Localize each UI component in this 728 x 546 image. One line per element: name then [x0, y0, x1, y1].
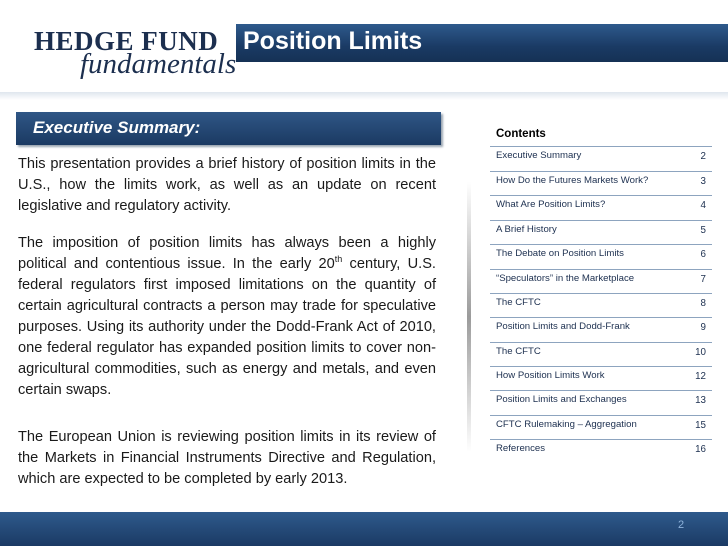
footer-bar [0, 512, 728, 546]
summary-paragraph-3: The European Union is reviewing position limits in its review of the Markets in Financial Instruments Directive and Regulation, which are expected to be completed by early 2013. [18, 429, 436, 487]
toc-page: 8 [700, 298, 706, 309]
toc-row[interactable] [490, 293, 712, 314]
toc-row[interactable] [490, 390, 712, 411]
toc-label[interactable]: How Position Limits Work [496, 370, 605, 381]
toc-row[interactable] [490, 317, 712, 338]
toc-label[interactable]: The Debate on Position Limits [496, 248, 624, 259]
toc-page: 10 [695, 347, 706, 358]
toc-row[interactable] [490, 220, 712, 241]
toc-label[interactable]: Executive Summary [496, 150, 582, 161]
toc-row[interactable] [490, 195, 712, 216]
toc-row[interactable] [490, 366, 712, 387]
summary-paragraph-2-end: century, U.S. federal regulators first imposed limitations on the quantity of certain agricultural contracts a person may trade for speculative purposes. Using its authority under the Dodd-Frank Act of 2010, one federal regulator has expanded position limits to cover non-agricultural commodities, such as energy and metals, and even certain swaps. [18, 256, 436, 398]
superscript-th: th [334, 254, 343, 265]
header-divider [0, 92, 728, 100]
contents-heading: Contents [496, 128, 546, 140]
toc-label[interactable]: CFTC Rulemaking – Aggregation [496, 419, 637, 430]
logo-hedge-fund: HEDGE FUND [34, 26, 219, 56]
toc-label[interactable]: Position Limits and Exchanges [496, 394, 627, 405]
summary-heading: Executive Summary: [33, 118, 201, 137]
toc-row[interactable] [490, 415, 712, 436]
vertical-divider [467, 182, 471, 452]
toc-label[interactable]: “Speculators” in the Marketplace [496, 273, 635, 284]
toc-row[interactable] [490, 439, 712, 460]
toc-row[interactable] [490, 171, 712, 192]
toc-page: 15 [695, 420, 706, 431]
toc-label[interactable]: The CFTC [496, 346, 541, 357]
summary-paragraph-2-start: The imposition of position limits has always been a highly political and contentious issue. In the early 20 [18, 235, 436, 272]
toc-page: 6 [700, 249, 706, 260]
toc-page: 9 [700, 322, 706, 333]
toc-label[interactable]: What Are Position Limits? [496, 199, 606, 210]
toc-label[interactable]: Position Limits and Dodd-Frank [496, 321, 630, 332]
toc-label[interactable]: The CFTC [496, 297, 541, 308]
summary-paragraph-2 [18, 233, 436, 401]
toc-label[interactable]: A Brief History [496, 224, 557, 235]
toc-page: 5 [700, 225, 706, 236]
toc-page: 3 [700, 176, 706, 187]
toc-page: 12 [695, 371, 706, 382]
page-title: Position Limits [243, 27, 423, 55]
toc-page: 4 [700, 200, 706, 211]
header [0, 0, 728, 92]
logo-fundamentals: fundamentals [80, 48, 237, 80]
summary-paragraph-1: This presentation provides a brief history of position limits in the U.S., how the limits work, as well as an update on recent legislative and regulatory activity. [18, 156, 436, 214]
toc-page: 16 [695, 444, 706, 455]
toc-row[interactable] [490, 244, 712, 265]
toc-label[interactable]: How Do the Futures Markets Work? [496, 175, 649, 186]
toc-page: 13 [695, 395, 706, 406]
toc-page: 7 [700, 274, 706, 285]
toc-page: 2 [700, 151, 706, 162]
toc-row[interactable] [490, 146, 712, 167]
toc-label[interactable]: References [496, 443, 546, 454]
toc-row[interactable] [490, 342, 712, 363]
toc-row[interactable] [490, 269, 712, 290]
page-number: 2 [678, 519, 685, 531]
